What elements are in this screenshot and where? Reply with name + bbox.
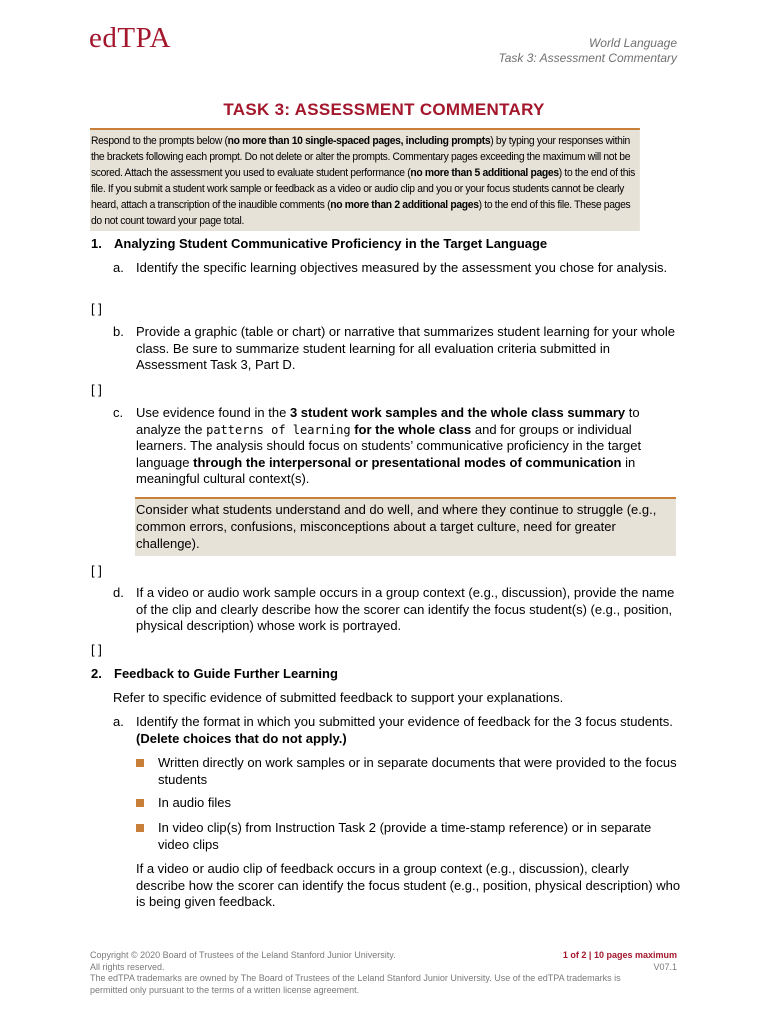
choice-audio[interactable] <box>136 795 681 812</box>
feedback-group-context: If a video or audio clip of feedback occurs in a group context (e.g., discussion), clearly describe how the scorer can identify the focus student (e.g., position, physical description) who is being given feedback. <box>136 861 681 910</box>
choice-text: In audio files <box>158 795 231 810</box>
bullet-square-icon <box>136 824 144 832</box>
prompt-text: Provide a graphic (table or chart) or narrative that summarizes student learning for your whole class. Be sure to summarize student learning for all evaluation criteria submitted in Assessment Task 3, Part D. <box>136 324 676 373</box>
section-title: Feedback to Guide Further Learning <box>114 666 338 681</box>
prompt-text-part: and for groups or individual learners. The analysis should focus on students’ communicative proficiency in the target language <box>136 421 642 470</box>
prompt-2a <box>113 714 678 747</box>
choice-text: Written directly on work samples or in separate documents that were provided to the focus students <box>158 755 677 787</box>
prompt-letter: a. <box>113 714 124 729</box>
prompt-letter: a. <box>113 260 124 275</box>
copyright-text: Copyright © 2020 Board of Trustees of the Leland Stanford Junior University. <box>90 950 396 960</box>
section-title: Analyzing Student Communicative Proficiency in the Target Language <box>114 236 548 251</box>
prompt-text: If a video or audio work sample occurs in a group context (e.g., discussion), provide the name of the clip and clearly describe how the scorer can identify the focus student(s) (e.g., position, physical description) whose work is portrayed. <box>136 585 675 634</box>
page-header-info <box>498 36 677 66</box>
version-label: V07.1 <box>653 961 677 972</box>
intro-emphasis: no more than 5 additional pages <box>410 166 559 179</box>
edtpa-logo: edTPA <box>89 22 171 54</box>
page-title: TASK 3: ASSESSMENT COMMENTARY <box>223 100 545 119</box>
prompt-1b <box>113 324 678 374</box>
prompt-1c <box>113 405 678 488</box>
choice-text: In video clip(s) from Instruction Task 2 (provide a time-stamp reference) or in separate video clips <box>158 820 652 852</box>
prompt-emphasis: through the interpersonal or presentational modes of communication <box>193 454 622 470</box>
bullet-square-icon <box>136 759 144 767</box>
rights-text: All rights reserved. <box>90 961 165 972</box>
prompt-1a <box>113 260 678 277</box>
intro-emphasis: no more than 2 additional pages <box>330 198 479 211</box>
section-2-intro: Refer to specific evidence of submitted feedback to support your explanations. <box>113 690 564 705</box>
prompt-text: Identify the specific learning objectives measured by the assessment you chose for analysis. <box>136 260 668 275</box>
response-bracket[interactable]: [ ] <box>91 382 102 397</box>
intro-text: Respond to the prompts below ( <box>90 135 228 147</box>
instructions-box <box>90 128 640 231</box>
prompt-text-part: to analyze the <box>136 405 640 437</box>
prompt-letter: b. <box>113 324 124 339</box>
page-count: 1 of 2 | 10 pages maximum <box>562 950 677 960</box>
prompt-letter: c. <box>113 405 124 420</box>
prompt-letter: d. <box>113 585 124 600</box>
intro-text: ) to the end of this file. These pages do not count toward your page total. <box>90 198 631 227</box>
task-label: Task 3: Assessment Commentary <box>498 51 677 65</box>
prompt-emphasis: (Delete choices that do not apply.) <box>136 730 347 746</box>
guidance-callout: Consider what students understand and do well, and where they continue to struggle (e.g., common errors, confusions, misconceptions about a target culture, need for greater challenge). <box>135 497 676 556</box>
section-number: 1. <box>91 236 102 251</box>
prompt-text <box>136 405 678 488</box>
prompt-text <box>136 714 678 747</box>
choice-written[interactable] <box>136 755 681 788</box>
prompt-text-part: Use evidence found in the <box>136 405 290 420</box>
prompt-emphasis: 3 student work samples and the whole class summary <box>289 405 626 420</box>
intro-text: ) by typing your responses within the brackets following each prompt. Do not delete or alter the prompts. Commentary pages exceeding the maximum will not be scored. Attach the assessment you used to evaluate student performance ( <box>90 135 631 179</box>
intro-text: ) to the end of this file. If you submit a student work sample or feedback as a video or audio clip and you or your focus students cannot be clearly heard, attach a transcription of the inaudible comments ( <box>90 166 635 211</box>
response-bracket[interactable]: [ ] <box>91 642 102 657</box>
footer-page-info <box>563 950 677 973</box>
intro-emphasis: no more than 10 single-spaced pages, including prompts <box>227 135 491 147</box>
prompt-1d <box>113 585 678 635</box>
response-bracket[interactable]: [ ] <box>91 563 102 578</box>
bullet-square-icon <box>136 799 144 807</box>
choice-video[interactable] <box>136 820 681 853</box>
trademark-text: The edTPA trademarks are owned by The Board of Trustees of the Leland Stanford Junior University. Use of the edTPA trademarks is permitted only pursuant to the terms of a written license agreement. <box>90 973 621 995</box>
prompt-text-part: Identify the format in which you submitted your evidence of feedback for the 3 focus students. <box>136 714 673 729</box>
prompt-emphasis: for the whole class <box>350 421 472 437</box>
subject-label: World Language <box>588 36 677 50</box>
section-2-heading <box>91 666 338 681</box>
prompt-text-part: in meaningful cultural context(s). <box>136 454 636 487</box>
response-bracket[interactable]: [ ] <box>91 301 102 316</box>
section-number: 2. <box>91 666 102 681</box>
prompt-term: patterns of learning <box>206 422 351 437</box>
section-1-heading <box>91 236 547 251</box>
